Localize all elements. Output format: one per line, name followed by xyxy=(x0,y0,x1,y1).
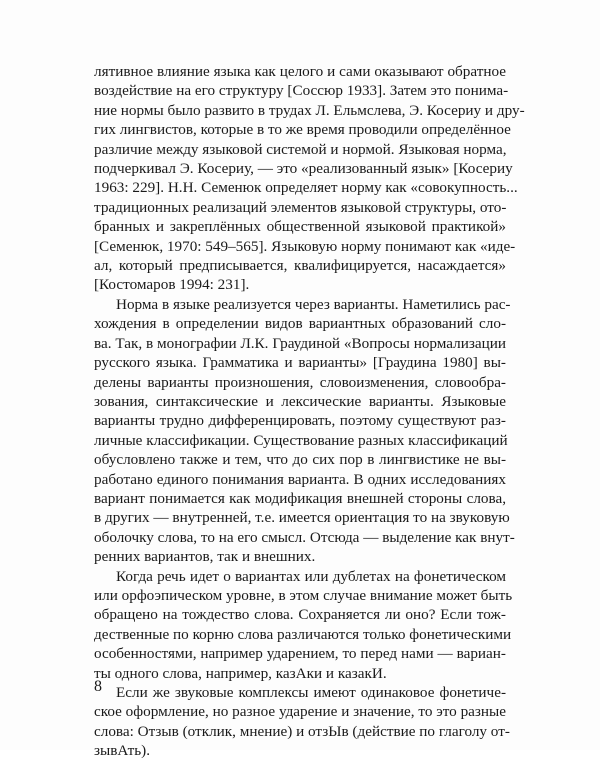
text-line: [Семенюк, 1970: 549–565]. Языковую норму понимают как «иде- xyxy=(94,237,516,255)
text-line: обращено на тождество слова. Сохраняется ли оно? Если тож- xyxy=(94,606,506,624)
text-line: зывАть). xyxy=(94,742,151,760)
text-line: ты одного слова, например, казАки и казакИ. xyxy=(94,664,387,682)
text-line: зования, синтаксические и лексические варианты. Языковые xyxy=(94,392,506,410)
text-line: воздействие на его структуру [Соссюр 1933]. Затем это понима- xyxy=(94,82,509,100)
text-line: Если же звуковые комплексы имеют одинаковое фонетиче- xyxy=(116,684,506,701)
text-line: варианты трудно дифференцировать, поэтому существуют раз- xyxy=(94,412,506,430)
body-text xyxy=(94,62,525,761)
text-line: гих лингвистов, которые в то же время проводили определённое xyxy=(94,121,511,139)
text-line: ренних вариантов, так и внешних. xyxy=(94,548,316,566)
page-number: 8 xyxy=(94,678,102,695)
text-line: ние нормы было развито в трудах Л. Ельмслева, Э. Косериу и дру- xyxy=(94,101,525,119)
text-line: оболочку слова, то на его смысл. Отсюда — выделение как внут- xyxy=(94,528,515,546)
text-line: 1963: 229]. Н.Н. Семенюк определяет норму как «совокупность... xyxy=(94,179,518,197)
text-line: Когда речь идет о вариантах или дублетах на фонетическом xyxy=(116,567,506,585)
text-line: ское оформление, но разное ударение и значение, то это разные xyxy=(94,703,506,721)
text-line: особенностями, например ударением, то перед нами — вариан- xyxy=(94,645,506,663)
text-line: дественные по корню слова различаются только фонетическими xyxy=(94,625,512,643)
text-line: слова: Отзыв (отклик, мнение) и отзЫв (действие по глаголу от- xyxy=(94,722,510,740)
text-line: личные классификации. Существование разных классификаций xyxy=(94,431,508,449)
text-line: ал, который предписывается, квалифицируется, насаждается» xyxy=(94,257,506,275)
paragraph-4 xyxy=(94,683,510,761)
text-line: вариант понимается как модификация внешней стороны слова, xyxy=(94,489,506,507)
paragraph-2 xyxy=(94,295,515,567)
text-line: хождения в определении видов вариантных образований сло- xyxy=(94,315,506,333)
text-line: Норма в языке реализуется через варианты. Наметились рас- xyxy=(116,295,511,313)
text-line: ва. Так, в монографии Л.К. Граудиной «Вопросы нормализации xyxy=(94,334,506,352)
text-line: традиционных реализаций элементов языковой структуры, ото- xyxy=(94,198,507,216)
text-line: русского языка. Грамматика и варианты» [Граудина 1980] вы- xyxy=(94,354,506,372)
paragraph-3 xyxy=(94,567,513,683)
text-line: [Костомаров 1994: 231]. xyxy=(94,276,250,294)
text-line: бранных и закреплённых общественной языковой практикой» xyxy=(94,218,506,236)
text-line: обусловлено также и тем, что до сих пор в лингвистике не вы- xyxy=(94,451,506,469)
paragraph-1 xyxy=(94,62,525,295)
text-line: различие между языковой системой и нормой. Языковая норма, xyxy=(94,140,507,158)
text-line: работано единого понимания варианта. В одних исследованиях xyxy=(94,470,506,488)
text-line: в других — внутренней, т.е. имеется ориентация то на звуковую xyxy=(94,509,510,527)
text-line: делены варианты произношения, словоизменения, словообра- xyxy=(94,373,506,391)
text-line: или орфоэпическом уровне, в этом случае внимание может быть xyxy=(94,586,513,604)
text-line: подчеркивал Э. Косериу, — это «реализованный язык» [Косериу xyxy=(94,160,513,178)
text-line: лятивное влияние языка как целого и сами оказывают обратное xyxy=(94,63,506,80)
